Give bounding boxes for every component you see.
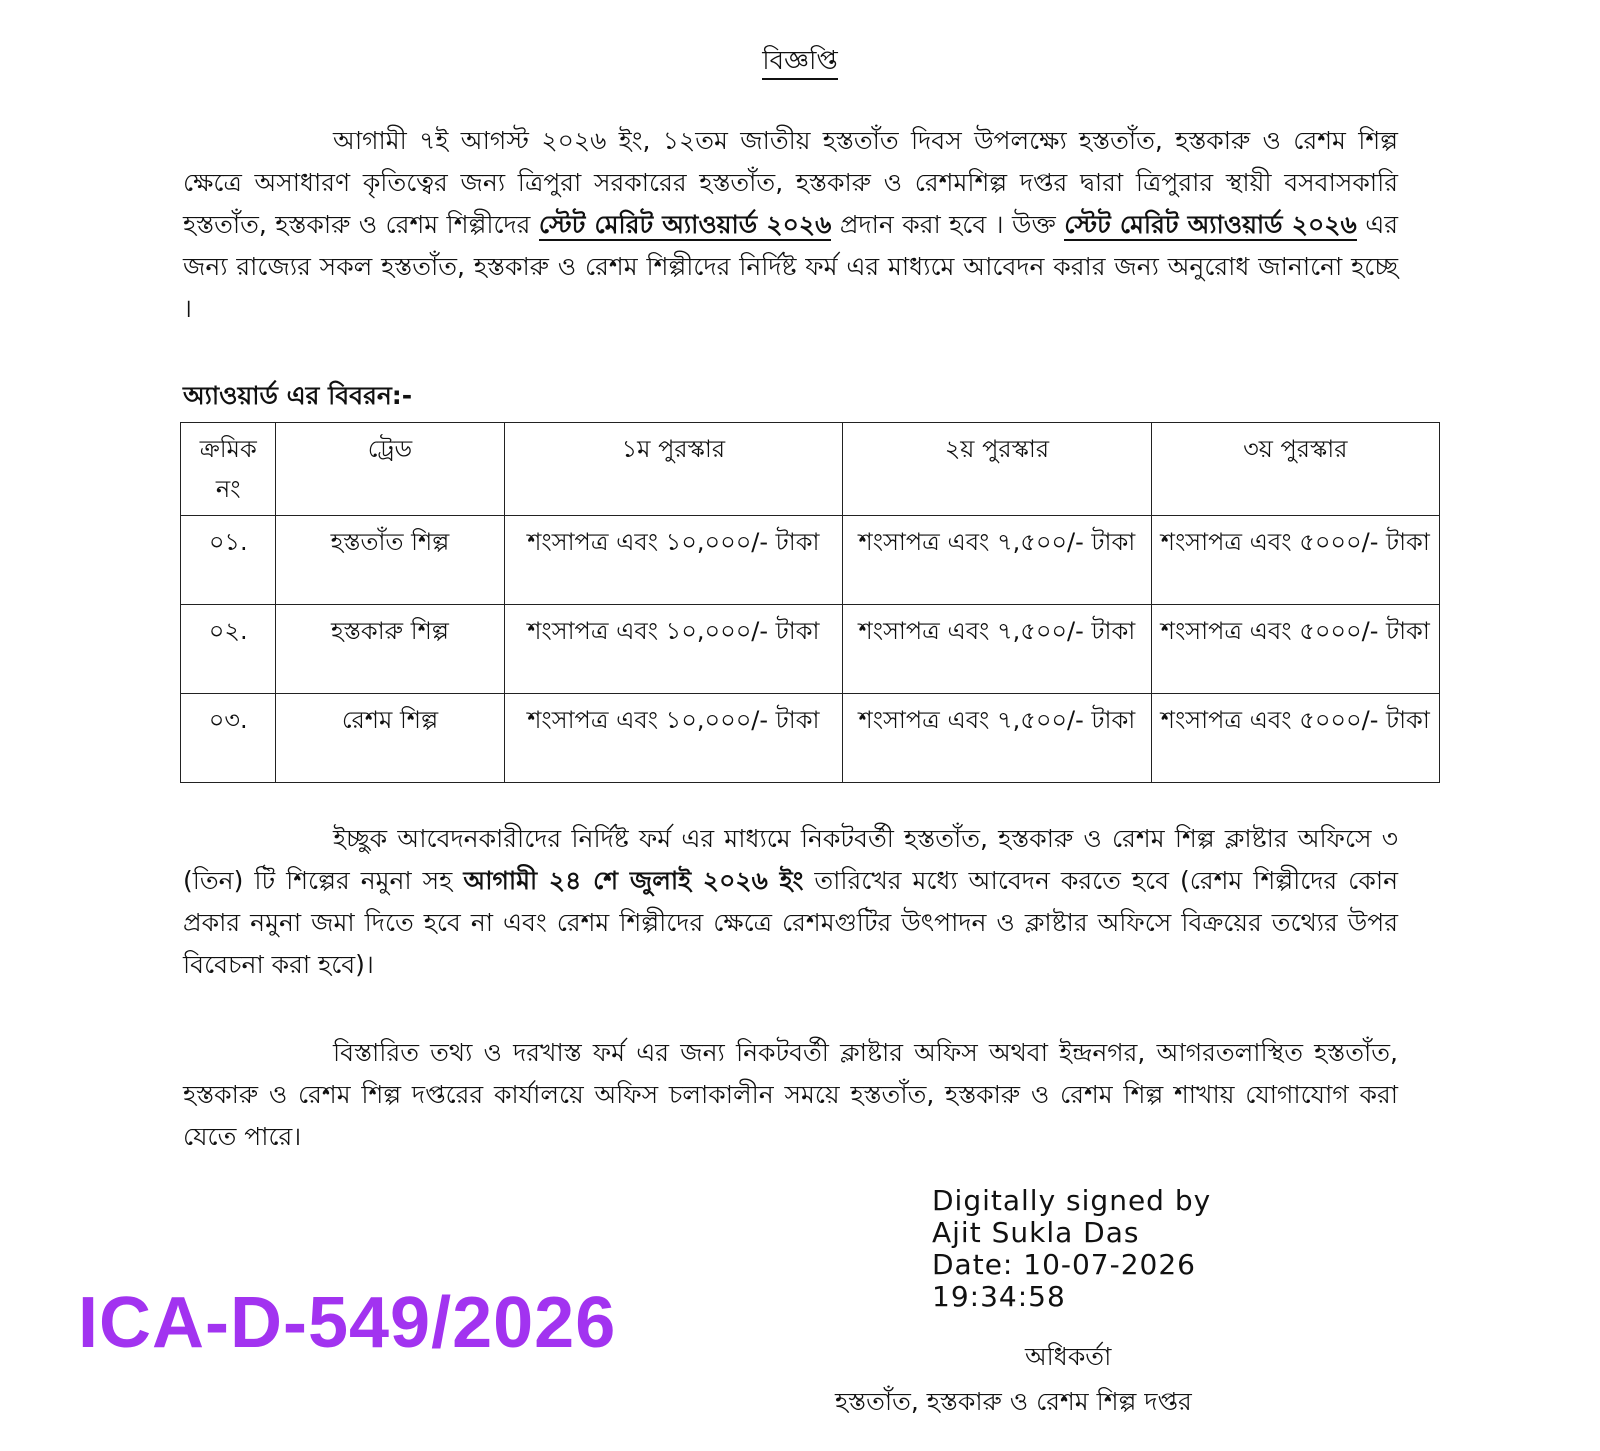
cell-serial: ০৩. (181, 694, 276, 783)
table-row (181, 605, 1440, 694)
cell-trade: হস্তকারু শিল্প (276, 605, 504, 694)
cell-first-prize: শংসাপত্র এবং ১০,০০০/- টাকা (504, 605, 843, 694)
signature-time: 19:34:58 (932, 1280, 1066, 1313)
signature-line: Digitally signed by (932, 1184, 1212, 1217)
contact-paragraph: বিস্তারিত তথ্য ও দরখাস্ত ফর্ম এর জন্য নিকটবর্তী ক্লাষ্টার অফিস অথবা ইন্দ্রনগর, আগরতলাস্থিত হস্ততাঁত, হস্তকারু ও রেশম শিল্প দপ্তরের কার্যালয়ে অফিস চলাকালীন সময়ে হস্ততাঁত, হস্তকারু ও রেশম শিল্প শাখায় যোগাযোগ করা যেতে পারে। (183, 1038, 1398, 1151)
header-first-prize: ১ম পুরস্কার (504, 423, 843, 516)
cell-serial: ০২. (181, 605, 276, 694)
awards-table (180, 422, 1440, 783)
intro-paragraph: আগামী ৭ই আগস্ট ২০২৬ ইং, ১২তম জাতীয় হস্ততাঁত দিবস উপলক্ষ্যে হস্ততাঁত, হস্তকারু ও রেশম শিল্প ক্ষেত্রে অসাধারণ কৃতিত্বের জন্য ত্রিপুরা সরকারের হস্ততাঁত, হস্তকারু ও রেশমশিল্প দপ্তর দ্বারা ত্রিপুরার স্থায়ী বসবাসকারি হস্ততাঁত, হস্তকারু ও রেশম শিল্পীদের স্টেট মেরিট অ্যাওয়ার্ড ২০২৬ প্রদান করা হবে । উক্ত স্টেট মেরিট অ্যাওয়ার্ড ২০২৬ এর জন্য রাজ্যের সকল হস্ততাঁত, হস্তকারু ও রেশম শিল্পীদের নির্দিষ্ট ফর্ম এর মাধ্যমে আবেদন করার জন্য অনুরোধ জানানো হচ্ছে । (183, 126, 1399, 323)
cell-first-prize: শংসাপত্র এবং ১০,০০০/- টাকা (504, 516, 843, 605)
cell-second-prize: শংসাপত্র এবং ৭,৫০০/- টাকা (843, 516, 1151, 605)
table-header-row (181, 423, 1440, 516)
cell-second-prize: শংসাপত্র এবং ৭,৫০০/- টাকা (843, 694, 1151, 783)
header-serial: ক্রমিক নং (181, 423, 276, 516)
cell-trade: হস্ততাঁত শিল্প (276, 516, 504, 605)
awards-heading: অ্যাওয়ার্ড এর বিবরন:- (183, 381, 413, 410)
cell-third-prize: শংসাপত্র এবং ৫০০০/- টাকা (1151, 605, 1439, 694)
award-name-highlight: স্টেট মেরিট অ্যাওয়ার্ড ২০২৬ (1064, 210, 1357, 239)
header-trade: ট্রেড (276, 423, 504, 516)
cell-trade: রেশম শিল্প (276, 694, 504, 783)
cell-first-prize: শংসাপত্র এবং ১০,০০০/- টাকা (504, 694, 843, 783)
signer-name: Ajit Sukla Das (932, 1216, 1140, 1249)
notice-title: বিজ্ঞপ্তি (0, 40, 1600, 84)
digital-signature (932, 1185, 1211, 1313)
cell-serial: ০১. (181, 516, 276, 605)
officer-title: অধিকর্তা (1025, 1342, 1112, 1371)
header-second-prize: ২য় পুরস্কার (843, 423, 1151, 516)
application-paragraph: ইচ্ছুক আবেদনকারীদের নির্দিষ্ট ফর্ম এর মাধ্যমে নিকটবর্তী হস্ততাঁত, হস্তকারু ও রেশম শিল্প ক্লাষ্টার অফিসে ৩ (তিন) টি শিল্পের নমুনা সহ আগামী ২৪ শে জুলাই ২০২৬ ইং তারিখের মধ্যে আবেদন করতে হবে (রেশম শিল্পীদের কোন প্রকার নমুনা জমা দিতে হবে না এবং রেশম শিল্পীদের ক্ষেত্রে রেশমগুটির উৎপাদন ও ক্লাষ্টার অফিসে বিক্রয়ের তথ্যের উপর বিবেচনা করা হবে)। (183, 824, 1398, 979)
award-name-highlight: স্টেট মেরিট অ্যাওয়ার্ড ২০২৬ (538, 210, 832, 239)
cell-third-prize: শংসাপত্র এবং ৫০০০/- টাকা (1151, 516, 1439, 605)
deadline-text: আগামী ২৪ শে জুলাই ২০২৬ ইং (463, 866, 804, 895)
cell-third-prize: শংসাপত্র এবং ৫০০০/- টাকা (1151, 694, 1439, 783)
cell-second-prize: শংসাপত্র এবং ৭,৫০০/- টাকা (843, 605, 1151, 694)
signature-date: Date: 10-07-2026 (932, 1248, 1196, 1281)
table-row (181, 516, 1440, 605)
reference-number: ICA-D-549/2026 (78, 1283, 617, 1363)
header-third-prize: ৩য় পুরস্কার (1151, 423, 1439, 516)
table-row (181, 694, 1440, 783)
department-name: হস্ততাঁত, হস্তকারু ও রেশম শিল্প দপ্তর (835, 1387, 1192, 1416)
